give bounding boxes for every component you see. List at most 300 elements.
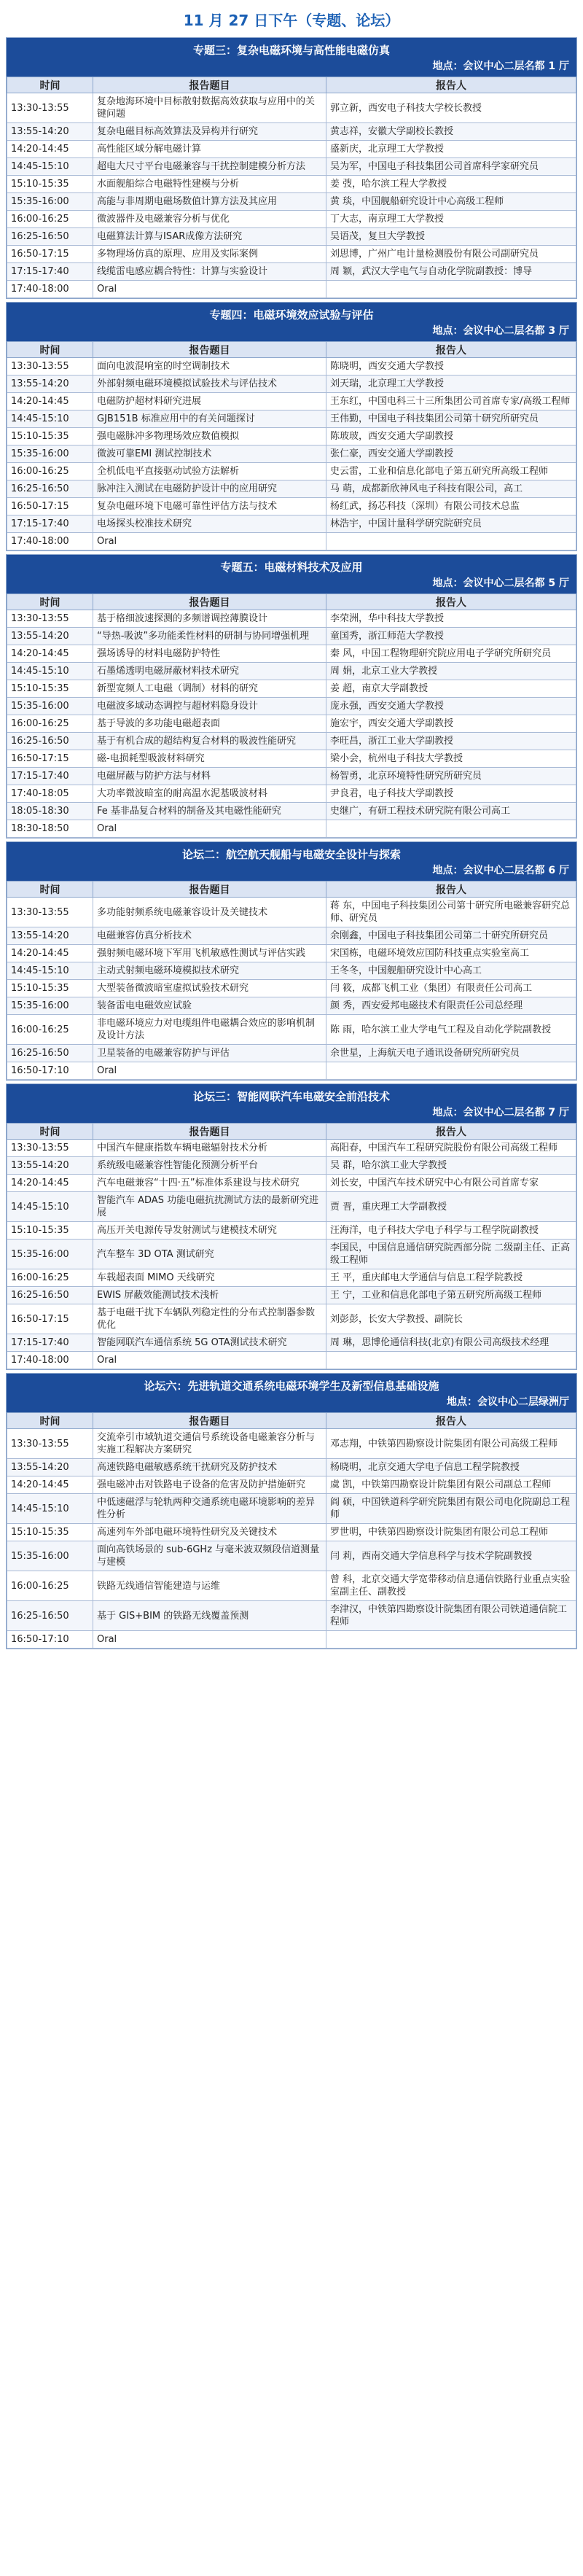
table-row <box>7 1269 576 1287</box>
session-location: 地点：会议中心二层名都 3 厅 <box>7 323 576 341</box>
report-title-cell: 汽车整车 3D OTA 测试研究 <box>93 1240 326 1269</box>
time-cell: 15:35-16:00 <box>7 1240 93 1269</box>
report-title-cell: Oral <box>93 1062 326 1080</box>
report-title-cell: 基于导波的多功能电磁超表面 <box>93 715 326 733</box>
session-section <box>6 1083 577 1370</box>
time-cell: 14:45-15:10 <box>7 158 93 176</box>
table-row <box>7 1304 576 1334</box>
speaker-cell: 刘长安，中国汽车技术研究中心有限公司首席专家 <box>326 1175 576 1192</box>
session-location: 地点：会议中心二层名都 1 厅 <box>7 58 576 77</box>
table-header <box>7 594 576 610</box>
session-location: 地点：会议中心二层名都 7 厅 <box>7 1105 576 1123</box>
schedule-table <box>7 1123 576 1369</box>
session-location: 地点：会议中心二层名都 6 厅 <box>7 863 576 881</box>
table-row <box>7 698 576 715</box>
table-row <box>7 997 576 1015</box>
speaker-cell: 余世星，上海航天电子通讯设备研究所研究员 <box>326 1045 576 1062</box>
session-section <box>6 841 577 1081</box>
report-title-cell: 复杂地海环境中目标散射数据高效获取与应用中的关键问题 <box>93 93 326 123</box>
report-title-cell: 车载超表面 MIMO 天线研究 <box>93 1269 326 1287</box>
report-title-cell: 线缆雷电感应耦合特性：计算与实验设计 <box>93 263 326 281</box>
time-cell: 13:55-14:20 <box>7 123 93 141</box>
time-cell: 16:00-16:25 <box>7 1015 93 1045</box>
speaker-cell: 余刚鑫，中国电子科技集团公司第二十研究所研究员 <box>326 927 576 945</box>
date-title: 11 月 27 日下午（专题、论坛） <box>183 12 400 29</box>
time-cell: 13:30-13:55 <box>7 898 93 927</box>
header-row <box>7 1124 576 1140</box>
time-cell: 15:10-15:35 <box>7 980 93 997</box>
time-cell: 15:10-15:35 <box>7 1222 93 1240</box>
speaker-cell: 杨红武，扬芯科技（深圳）有限公司技术总监 <box>326 498 576 515</box>
speaker-cell: 郭立新，西安电子科技大学校长教授 <box>326 93 576 123</box>
speaker-cell: 林浩宇，中国计量科学研究院研究员 <box>326 515 576 533</box>
time-cell: 16:00-16:25 <box>7 715 93 733</box>
table-row <box>7 820 576 838</box>
speaker-cell: 秦 风，中国工程物理研究院应用电子学研究所研究员 <box>326 645 576 663</box>
table-row <box>7 158 576 176</box>
schedule-table <box>7 881 576 1080</box>
speaker-cell: 王伟勤，中国电子科技集团公司第十研究所研究员 <box>326 410 576 428</box>
time-cell: 14:45-15:10 <box>7 410 93 428</box>
table-body <box>7 1140 576 1369</box>
report-title-cell: Oral <box>93 281 326 298</box>
report-title-cell: 复杂电磁目标高效算法及异构并行研究 <box>93 123 326 141</box>
time-cell: 16:50-17:15 <box>7 750 93 768</box>
table-row <box>7 428 576 445</box>
speaker-cell: 邓志翔，中铁第四勘察设计院集团有限公司高级工程师 <box>326 1429 576 1459</box>
speaker-cell: 庞永强，西安交通大学教授 <box>326 698 576 715</box>
table-row <box>7 1015 576 1045</box>
time-cell: 17:15-17:40 <box>7 768 93 785</box>
schedule-table <box>7 594 576 838</box>
report-title-cell: 电磁屏蔽与防护方法与材料 <box>93 768 326 785</box>
time-cell: 16:25-16:50 <box>7 1601 93 1631</box>
time-cell: 17:40-18:00 <box>7 281 93 298</box>
table-header <box>7 342 576 358</box>
table-row <box>7 1352 576 1369</box>
speaker-cell: 李荣洲，华中科技大学教授 <box>326 610 576 628</box>
table-body <box>7 358 576 550</box>
table-row <box>7 263 576 281</box>
table-row <box>7 785 576 803</box>
speaker-cell: 陈晓明，西安交通大学教授 <box>326 358 576 375</box>
table-row <box>7 1157 576 1175</box>
header-title: 报告题目 <box>93 882 326 898</box>
report-title-cell: 石墨烯透明电磁屏蔽材料技术研究 <box>93 663 326 680</box>
speaker-cell: 阎 硕，中国铁道科学研究院集团有限公司电化院副总工程师 <box>326 1494 576 1524</box>
table-row <box>7 1494 576 1524</box>
table-row <box>7 1045 576 1062</box>
time-cell: 14:45-15:10 <box>7 962 93 980</box>
table-row <box>7 1222 576 1240</box>
time-cell: 16:00-16:25 <box>7 1571 93 1601</box>
session-title: 专题四：电磁环境效应试验与评估 <box>7 303 576 323</box>
session-location: 地点：会议中心二层名都 5 厅 <box>7 575 576 594</box>
time-cell: 16:50-17:15 <box>7 1304 93 1334</box>
speaker-cell: 蒋 东，中国电子科技集团公司第十研究所电磁兼容研究总师、研究员 <box>326 898 576 927</box>
time-cell: 13:30-13:55 <box>7 1140 93 1157</box>
table-header <box>7 1413 576 1429</box>
speaker-cell: 李津汉，中铁第四勘察设计院集团有限公司铁道通信院工程师 <box>326 1601 576 1631</box>
session-location: 地点：会议中心二层绿洲厅 <box>7 1394 576 1412</box>
table-row <box>7 515 576 533</box>
report-title-cell: 水面舰船综合电磁特性建模与分析 <box>93 176 326 193</box>
report-title-cell: 铁路无线通信智能建造与运维 <box>93 1571 326 1601</box>
time-cell: 16:25-16:50 <box>7 480 93 498</box>
table-row <box>7 358 576 375</box>
table-row <box>7 1429 576 1459</box>
report-title-cell: 多物理场仿真的原理、应用及实际案例 <box>93 246 326 263</box>
time-cell: 14:20-14:45 <box>7 1476 93 1494</box>
time-cell: 17:15-17:40 <box>7 263 93 281</box>
table-row <box>7 1476 576 1494</box>
table-row <box>7 93 576 123</box>
speaker-cell: 虞 凯，中铁第四勘察设计院集团有限公司副总工程师 <box>326 1476 576 1494</box>
table-row <box>7 193 576 211</box>
time-cell: 13:30-13:55 <box>7 610 93 628</box>
report-title-cell: 高速列车外部电磁环境特性研究及关键技术 <box>93 1524 326 1541</box>
time-cell: 17:40-18:00 <box>7 533 93 550</box>
report-title-cell: 电场探头校准技术研究 <box>93 515 326 533</box>
table-row <box>7 1240 576 1269</box>
report-title-cell: 高压开关电源传导发射测试与建模技术研究 <box>93 1222 326 1240</box>
table-row <box>7 1334 576 1352</box>
header-title: 报告题目 <box>93 1124 326 1140</box>
schedule-table <box>7 1412 576 1649</box>
report-title-cell: EWIS 屏蔽效能测试技术浅析 <box>93 1287 326 1304</box>
time-cell: 15:35-16:00 <box>7 193 93 211</box>
speaker-cell: 周 琳，思博伦通信科技(北京)有限公司高级技术经理 <box>326 1334 576 1352</box>
header-speaker: 报告人 <box>326 882 576 898</box>
table-row <box>7 1175 576 1192</box>
table-row <box>7 1571 576 1601</box>
report-title-cell: 大型装备微波暗室虚拟试验技术研究 <box>93 980 326 997</box>
report-title-cell: 汽车电磁兼容“十四·五”标准体系建设与技术研究 <box>93 1175 326 1192</box>
header-row <box>7 1413 576 1429</box>
report-title-cell: 中国汽车健康指数车辆电磁辐射技术分析 <box>93 1140 326 1157</box>
report-title-cell: 大功率微波暗室的耐高温水泥基吸波材料 <box>93 785 326 803</box>
table-header <box>7 1124 576 1140</box>
header-row <box>7 77 576 93</box>
time-cell: 13:55-14:20 <box>7 1459 93 1476</box>
table-row <box>7 803 576 820</box>
header-title: 报告题目 <box>93 594 326 610</box>
time-cell: 16:50-17:15 <box>7 246 93 263</box>
table-row <box>7 768 576 785</box>
report-title-cell: 磁-电损耗型吸波材料研究 <box>93 750 326 768</box>
time-cell: 13:55-14:20 <box>7 628 93 645</box>
time-cell: 15:10-15:35 <box>7 428 93 445</box>
report-title-cell: 电磁防护超材料研究进展 <box>93 393 326 410</box>
speaker-cell: 刘天瑞，北京理工大学教授 <box>326 375 576 393</box>
table-row <box>7 375 576 393</box>
speaker-cell: 王 宁，工业和信息化部电子第五研究所高级工程师 <box>326 1287 576 1304</box>
time-cell: 16:25-16:50 <box>7 1045 93 1062</box>
speaker-cell <box>326 1062 576 1080</box>
time-cell: 15:35-16:00 <box>7 1541 93 1571</box>
time-cell: 16:50-17:10 <box>7 1631 93 1649</box>
report-title-cell: 基于 GIS+BIM 的铁路无线覆盖预测 <box>93 1601 326 1631</box>
report-title-cell: GJB151B 标准应用中的有关问题探讨 <box>93 410 326 428</box>
speaker-cell: 罗世明，中铁第四勘察设计院集团有限公司总工程师 <box>326 1524 576 1541</box>
table-row <box>7 645 576 663</box>
report-title-cell: Oral <box>93 1352 326 1369</box>
speaker-cell: 杨晓明，北京交通大学电子信息工程学院教授 <box>326 1459 576 1476</box>
report-title-cell: 中低速磁浮与轮轨两种交通系统电磁环境影响的差异性分析 <box>93 1494 326 1524</box>
speaker-cell: 史继广，有研工程技术研究院有限公司高工 <box>326 803 576 820</box>
header-time: 时间 <box>7 1124 93 1140</box>
table-row <box>7 733 576 750</box>
time-cell: 14:20-14:45 <box>7 645 93 663</box>
header-time: 时间 <box>7 77 93 93</box>
time-cell: 16:25-16:50 <box>7 228 93 246</box>
table-row <box>7 211 576 228</box>
time-cell: 14:45-15:10 <box>7 663 93 680</box>
header-speaker: 报告人 <box>326 342 576 358</box>
table-row <box>7 533 576 550</box>
table-row <box>7 927 576 945</box>
table-row <box>7 945 576 962</box>
session-title: 论坛三：智能网联汽车电磁安全前沿技术 <box>7 1084 576 1105</box>
time-cell: 16:00-16:25 <box>7 211 93 228</box>
speaker-cell: 黄志祥，安徽大学副校长教授 <box>326 123 576 141</box>
speaker-cell: 吴为军，中国电子科技集团公司首席科学家研究员 <box>326 158 576 176</box>
table-row <box>7 176 576 193</box>
speaker-cell: 汪海洋，电子科技大学电子科学与工程学院副教授 <box>326 1222 576 1240</box>
speaker-cell: 贾 晋，重庆理工大学副教授 <box>326 1192 576 1222</box>
report-title-cell: 智能网联汽车通信系统 5G OTA测试技术研究 <box>93 1334 326 1352</box>
header-row <box>7 594 576 610</box>
time-cell: 15:10-15:35 <box>7 176 93 193</box>
table-header <box>7 882 576 898</box>
report-title-cell: 高能与非周期电磁场数值计算方法及其应用 <box>93 193 326 211</box>
report-title-cell: Fe 基非晶复合材料的制备及其电磁性能研究 <box>93 803 326 820</box>
table-row <box>7 1601 576 1631</box>
report-title-cell: 复杂电磁环境下电磁可靠性评估方法与技术 <box>93 498 326 515</box>
speaker-cell: 姜 弢，哈尔滨工程大学教授 <box>326 176 576 193</box>
table-row <box>7 898 576 927</box>
report-title-cell: 智能汽车 ADAS 功能电磁抗扰测试方法的最新研究进展 <box>93 1192 326 1222</box>
speaker-cell: 李旺昌，浙江工业大学副教授 <box>326 733 576 750</box>
table-row <box>7 1140 576 1157</box>
time-cell: 15:10-15:35 <box>7 1524 93 1541</box>
report-title-cell: 装备雷电电磁效应试验 <box>93 997 326 1015</box>
time-cell: 16:00-16:25 <box>7 1269 93 1287</box>
schedule-table <box>7 77 576 298</box>
speaker-cell: 闫 筱，成都飞机工业（集团）有限责任公司高工 <box>326 980 576 997</box>
table-header <box>7 77 576 93</box>
table-row <box>7 141 576 158</box>
speaker-cell: 梁小会，杭州电子科技大学教授 <box>326 750 576 768</box>
time-cell: 13:55-14:20 <box>7 1157 93 1175</box>
header-speaker: 报告人 <box>326 77 576 93</box>
header-title: 报告题目 <box>93 342 326 358</box>
speaker-cell <box>326 1631 576 1649</box>
time-cell: 17:15-17:40 <box>7 1334 93 1352</box>
time-cell: 13:30-13:55 <box>7 1429 93 1459</box>
table-row <box>7 123 576 141</box>
speaker-cell: 高阳春，中国汽车工程研究院股份有限公司高级工程师 <box>326 1140 576 1157</box>
report-title-cell: 强射频电磁环境下军用飞机敏感性测试与评估实践 <box>93 945 326 962</box>
report-title-cell: 电磁算法计算与ISAR成像方法研究 <box>93 228 326 246</box>
session-section <box>6 554 577 838</box>
table-row <box>7 1524 576 1541</box>
table-row <box>7 1192 576 1222</box>
table-row <box>7 628 576 645</box>
session-title: 专题五：电磁材料技术及应用 <box>7 555 576 575</box>
table-row <box>7 1631 576 1649</box>
header-row <box>7 342 576 358</box>
speaker-cell: 周 娟，北京工业大学教授 <box>326 663 576 680</box>
speaker-cell: 王冬冬，中国舰船研究设计中心高工 <box>326 962 576 980</box>
session-title: 专题三：复杂电磁环境与高性能电磁仿真 <box>7 38 576 58</box>
session-section <box>6 1373 577 1649</box>
report-title-cell: 微波可靠EMI 测试控制技术 <box>93 445 326 463</box>
table-row <box>7 962 576 980</box>
speaker-cell <box>326 281 576 298</box>
time-cell: 15:35-16:00 <box>7 997 93 1015</box>
table-row <box>7 715 576 733</box>
sections-container <box>6 37 577 1649</box>
time-cell: 13:55-14:20 <box>7 927 93 945</box>
time-cell: 13:30-13:55 <box>7 358 93 375</box>
time-cell: 16:25-16:50 <box>7 733 93 750</box>
time-cell: 15:35-16:00 <box>7 445 93 463</box>
speaker-cell <box>326 820 576 838</box>
session-section <box>6 302 577 551</box>
report-title-cell: 微波器件及电磁兼容分析与优化 <box>93 211 326 228</box>
time-cell: 17:40-18:05 <box>7 785 93 803</box>
header-title: 报告题目 <box>93 77 326 93</box>
time-cell: 16:25-16:50 <box>7 1287 93 1304</box>
time-cell: 18:30-18:50 <box>7 820 93 838</box>
speaker-cell: 姜 超，南京大学副教授 <box>326 680 576 698</box>
report-title-cell: 基于有机合成的超结构复合材料的吸波性能研究 <box>93 733 326 750</box>
header-time: 时间 <box>7 594 93 610</box>
session-title: 论坛六：先进轨道交通系统电磁环境学生及新型信息基础设施 <box>7 1374 576 1394</box>
time-cell: 17:40-18:00 <box>7 1352 93 1369</box>
report-title-cell: 面向高铁场景的 sub-6GHz 与毫米波双频段信道测量与建模 <box>93 1541 326 1571</box>
speaker-cell: 李国民，中国信息通信研究院西部分院 二级副主任、正高级工程师 <box>326 1240 576 1269</box>
header-time: 时间 <box>7 342 93 358</box>
schedule-table <box>7 341 576 550</box>
speaker-cell: 张仁豪，西安交通大学副教授 <box>326 445 576 463</box>
report-title-cell: 高速铁路电磁敏感系统干扰研究及防护技术 <box>93 1459 326 1476</box>
report-title-cell: 超电大尺寸平台电磁兼容与干扰控制建模分析方法 <box>93 158 326 176</box>
time-cell: 13:55-14:20 <box>7 375 93 393</box>
report-title-cell: 全机低电平直接驱动试验方法解析 <box>93 463 326 480</box>
speaker-cell: 吴 群，哈尔滨工业大学教授 <box>326 1157 576 1175</box>
report-title-cell: 基于格细波速探测的多频谱调控薄膜设计 <box>93 610 326 628</box>
session-section <box>6 37 577 299</box>
speaker-cell: 尹良君，电子科技大学副教授 <box>326 785 576 803</box>
time-cell: 16:50-17:15 <box>7 498 93 515</box>
table-row <box>7 463 576 480</box>
session-title: 论坛二：航空航天舰船与电磁安全设计与探索 <box>7 842 576 863</box>
header-speaker: 报告人 <box>326 594 576 610</box>
time-cell: 15:35-16:00 <box>7 698 93 715</box>
time-cell: 14:20-14:45 <box>7 141 93 158</box>
report-title-cell: 主动式射频电磁环境模拟技术研究 <box>93 962 326 980</box>
table-row <box>7 393 576 410</box>
table-body <box>7 898 576 1080</box>
header-row <box>7 882 576 898</box>
table-row <box>7 498 576 515</box>
speaker-cell: 宋国栋，电磁环境效应国防科技重点实验室高工 <box>326 945 576 962</box>
report-title-cell: 强电磁冲击对铁路电子设备的危害及防护措施研究 <box>93 1476 326 1494</box>
report-title-cell: 电磁兼容仿真分析技术 <box>93 927 326 945</box>
report-title-cell: 新型宽频人工电磁（调制）材料的研究 <box>93 680 326 698</box>
speaker-cell: 陈 雨，哈尔滨工业大学电气工程及自动化学院副教授 <box>326 1015 576 1045</box>
time-cell: 18:05-18:30 <box>7 803 93 820</box>
time-cell: 15:10-15:35 <box>7 680 93 698</box>
time-cell: 16:00-16:25 <box>7 463 93 480</box>
table-row <box>7 1541 576 1571</box>
report-title-cell: “导热-吸波”多功能柔性材料的研制与协同增强机理 <box>93 628 326 645</box>
report-title-cell: 强电磁脉冲多物理场效应数值模拟 <box>93 428 326 445</box>
speaker-cell <box>326 1352 576 1369</box>
time-cell: 14:45-15:10 <box>7 1192 93 1222</box>
table-row <box>7 1459 576 1476</box>
table-row <box>7 281 576 298</box>
table-body <box>7 610 576 838</box>
table-row <box>7 750 576 768</box>
table-row <box>7 480 576 498</box>
time-cell: 14:20-14:45 <box>7 945 93 962</box>
speaker-cell: 王东红，中国电科三十三所集团公司首席专家/高级工程师 <box>326 393 576 410</box>
report-title-cell: 系统级电磁兼容性智能化预测分析平台 <box>93 1157 326 1175</box>
header-speaker: 报告人 <box>326 1124 576 1140</box>
report-title-cell: 卫星装备的电磁兼容防护与评估 <box>93 1045 326 1062</box>
speaker-cell: 刘思博，广州广电计量检测股份有限公司副研究员 <box>326 246 576 263</box>
speaker-cell: 施宏宇，西安交通大学副教授 <box>326 715 576 733</box>
time-cell: 16:50-17:10 <box>7 1062 93 1080</box>
table-row <box>7 228 576 246</box>
table-body <box>7 93 576 298</box>
table-row <box>7 663 576 680</box>
table-row <box>7 1287 576 1304</box>
header-time: 时间 <box>7 882 93 898</box>
speaker-cell: 吴语茂，复旦大学教授 <box>326 228 576 246</box>
speaker-cell: 曾 科，北京交通大学宽带移动信息通信铁路行业重点实验室副主任、副教授 <box>326 1571 576 1601</box>
table-row <box>7 1062 576 1080</box>
speaker-cell: 闫 莉，西南交通大学信息科学与技术学院副教授 <box>326 1541 576 1571</box>
time-cell: 14:45-15:10 <box>7 1494 93 1524</box>
report-title-cell: 面向电波混响室的时空调制技术 <box>93 358 326 375</box>
speaker-cell: 周 颖，武汉大学电气与自动化学院副教授：博导 <box>326 263 576 281</box>
table-row <box>7 410 576 428</box>
speaker-cell: 杨智勇，北京环境特性研究所研究员 <box>326 768 576 785</box>
report-title-cell: 外部射频电磁环境模拟试验技术与评估技术 <box>93 375 326 393</box>
speaker-cell: 史云雷，工业和信息化部电子第五研究所高级工程师 <box>326 463 576 480</box>
report-title-cell: 电磁波多域动态调控与超材料隐身设计 <box>93 698 326 715</box>
table-row <box>7 246 576 263</box>
header-title: 报告题目 <box>93 1413 326 1429</box>
header-speaker: 报告人 <box>326 1413 576 1429</box>
speaker-cell: 童国秀，浙江师范大学教授 <box>326 628 576 645</box>
report-title-cell: Oral <box>93 533 326 550</box>
speaker-cell: 王 平，重庆邮电大学通信与信息工程学院教授 <box>326 1269 576 1287</box>
report-title-cell: 基于电磁干扰下车辆队列稳定性的分布式控制器参数优化 <box>93 1304 326 1334</box>
report-title-cell: 多功能射频系统电磁兼容设计及关键技术 <box>93 898 326 927</box>
report-title-cell: Oral <box>93 820 326 838</box>
table-row <box>7 445 576 463</box>
speaker-cell: 盛新庆，北京理工大学教授 <box>326 141 576 158</box>
report-title-cell: 强场诱导的材料电磁防护特性 <box>93 645 326 663</box>
table-row <box>7 680 576 698</box>
header-time: 时间 <box>7 1413 93 1429</box>
table-row <box>7 980 576 997</box>
